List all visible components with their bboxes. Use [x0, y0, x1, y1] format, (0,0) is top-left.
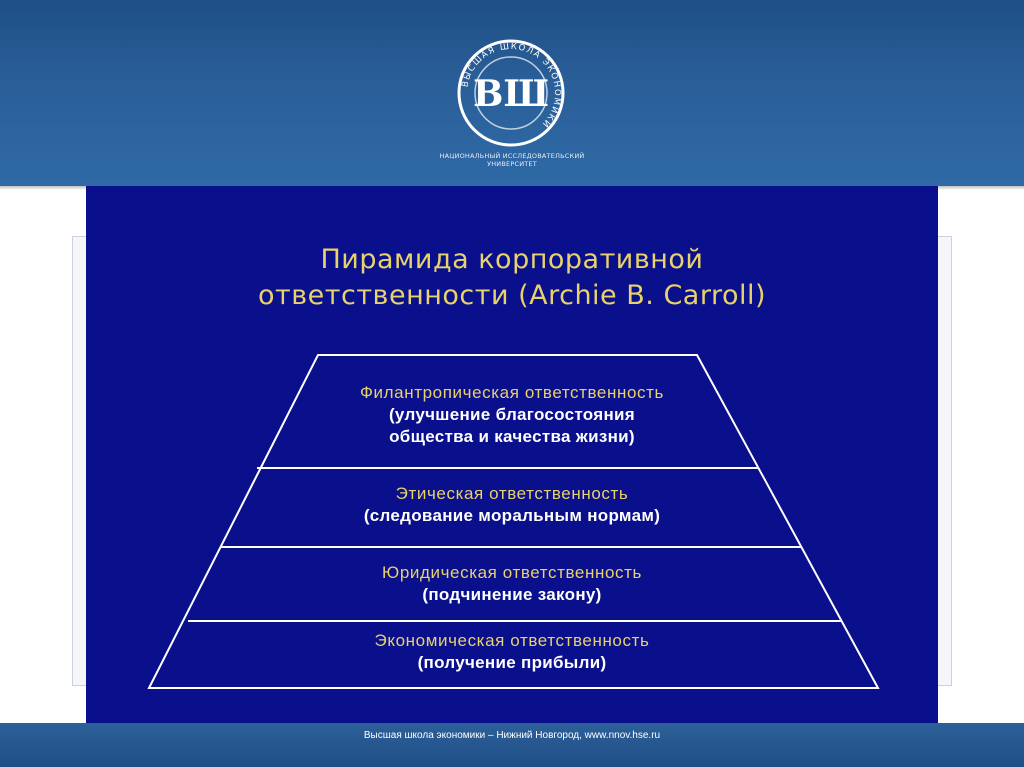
- tier-legal-title: Юридическая ответственность: [382, 563, 642, 582]
- tier-legal: [86, 562, 938, 606]
- slide-title-line2: ответственности (Archie B. Carroll): [257, 280, 767, 311]
- tier-ethical-desc: (следование моральным нормам): [363, 506, 661, 525]
- tier-philanthropic-title: Филантропическая ответственность: [360, 383, 664, 402]
- logo-caption-line2: УНИВЕРСИТЕТ: [487, 160, 537, 168]
- tier-philanthropic: [86, 382, 938, 448]
- tier-economic-desc: (получение прибыли): [417, 653, 607, 672]
- logo-ring-text: ВЫСШАЯ ШКОЛА ЭКОНОМИКИ: [460, 41, 563, 130]
- hse-logo-icon: [456, 38, 566, 148]
- logo-caption-line1: НАЦИОНАЛЬНЫЙ ИССЛЕДОВАТЕЛЬСКИЙ: [439, 152, 585, 160]
- tier-economic-title: Экономическая ответственность: [374, 631, 650, 650]
- tier-legal-desc: (подчинение закону): [422, 585, 602, 604]
- tier-philanthropic-desc1: (улучшение благосостояния: [388, 405, 636, 424]
- tier-economic: [86, 630, 938, 674]
- logo-monogram: ВШ: [472, 73, 550, 115]
- slide-panel: [86, 186, 938, 724]
- slide-title-line1: Пирамида корпоративной: [320, 244, 704, 275]
- tier-philanthropic-desc2: общества и качества жизни): [389, 427, 635, 446]
- footer-text: Высшая школа экономики – Нижний Новгород, www.nnov.hse.ru: [363, 730, 661, 741]
- logo-caption: [408, 152, 616, 168]
- tier-ethical-title: Этическая ответственность: [395, 484, 629, 503]
- tier-ethical: [86, 483, 938, 527]
